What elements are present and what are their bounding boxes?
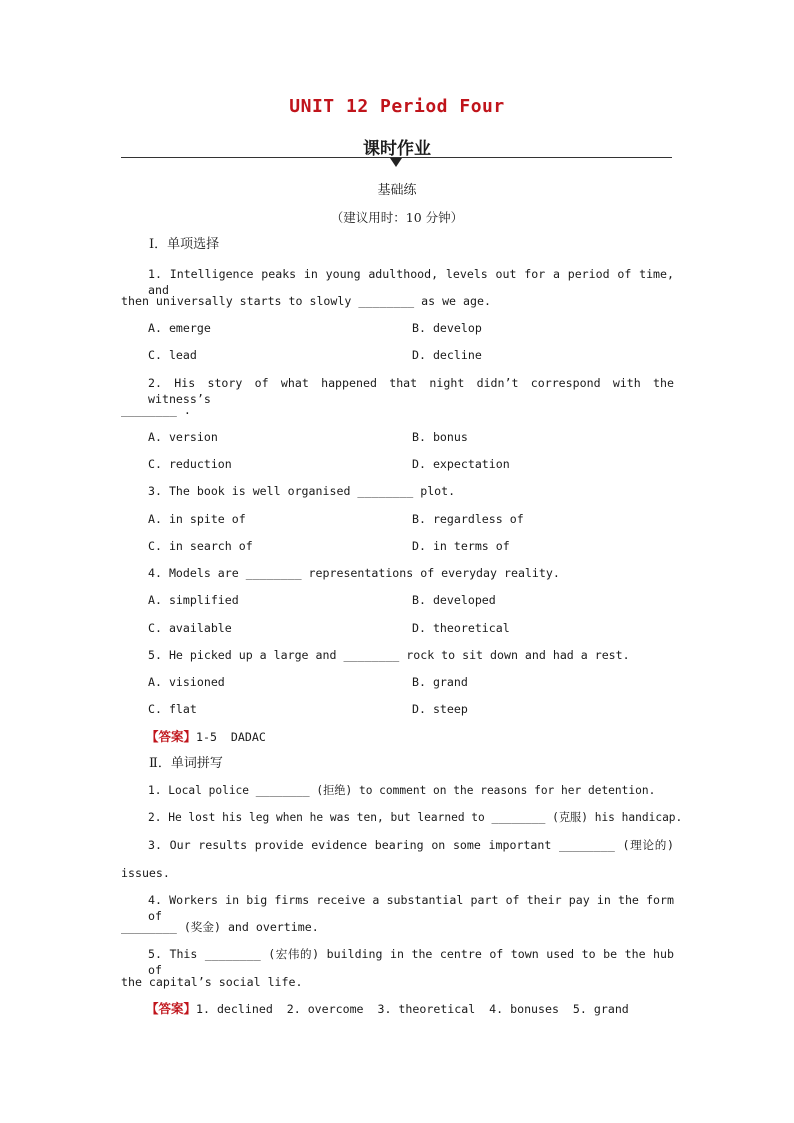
question-1-option-b: B. develop xyxy=(412,321,482,335)
triangle-down-icon xyxy=(390,158,402,167)
question-2-line2: ________ . xyxy=(121,403,191,417)
question-5-option-c: C. flat xyxy=(148,702,197,716)
spelling-1: 1. Local police ________ (拒绝) to comment on the reasons for her detention. xyxy=(148,784,656,797)
part1-answer xyxy=(146,729,266,745)
page-subtitle: 课时作业 xyxy=(363,139,431,159)
part2-answer xyxy=(146,1001,629,1017)
question-1-option-a: A. emerge xyxy=(148,321,211,335)
spelling-2: 2. He lost his leg when he was ten, but learned to ________ (克服) his handicap. xyxy=(148,811,683,824)
question-1-line2: then universally starts to slowly ________ as we age. xyxy=(121,294,491,308)
section-level: 基础练 xyxy=(377,183,417,198)
question-1-option-c: C. lead xyxy=(148,348,197,362)
answer-text: 1-5 DADAC xyxy=(196,730,266,744)
spelling-5-line1: 5. This ________ (宏伟的) building in the centre of town used to be the hub of xyxy=(148,947,674,977)
question-1-option-d: D. decline xyxy=(412,348,482,362)
part2-heading: Ⅱ．单词拼写 xyxy=(149,756,223,771)
question-3-line1: 3. The book is well organised ________ plot. xyxy=(148,484,456,498)
question-5-option-d: D. steep xyxy=(412,702,468,716)
question-3-option-d: D. in terms of xyxy=(412,539,510,553)
question-3-option-b: B. regardless of xyxy=(412,512,524,526)
spelling-3-line2: issues. xyxy=(121,866,170,880)
section-time: （建议用时：10 分钟） xyxy=(330,210,464,225)
question-2-option-c: C. reduction xyxy=(148,457,232,471)
question-2-option-b: B. bonus xyxy=(412,430,468,444)
spelling-3-line1: 3. Our results provide evidence bearing on some important ________ (理论的) xyxy=(148,838,674,852)
spelling-5-line2: the capital’s social life. xyxy=(121,975,303,989)
question-4-option-b: B. developed xyxy=(412,593,496,607)
spelling-4-line2: ________ (奖金) and overtime. xyxy=(121,920,319,934)
answer-text: 1. declined 2. overcome 3. theoretical 4. bonuses 5. grand xyxy=(196,1002,629,1016)
question-5-line1: 5. He picked up a large and ________ rock to sit down and had a rest. xyxy=(148,648,630,662)
question-2-line1: 2. His story of what happened that night didn’t correspond with the witness’s xyxy=(148,376,674,406)
question-2-option-d: D. expectation xyxy=(412,457,510,471)
question-3-option-a: A. in spite of xyxy=(148,512,246,526)
question-1-line1: 1. Intelligence peaks in young adulthood, levels out for a period of time, and xyxy=(148,267,674,297)
spelling-4-line1: 4. Workers in big firms receive a substantial part of their pay in the form of xyxy=(148,893,674,923)
question-4-line1: 4. Models are ________ representations of everyday reality. xyxy=(148,566,560,580)
answer-tag: 【答案】 xyxy=(146,729,197,744)
part1-heading: Ⅰ．单项选择 xyxy=(149,237,220,252)
question-4-option-a: A. simplified xyxy=(148,593,239,607)
question-5-option-b: B. grand xyxy=(412,675,468,689)
question-5-option-a: A. visioned xyxy=(148,675,225,689)
answer-tag: 【答案】 xyxy=(146,1001,197,1016)
question-4-option-c: C. available xyxy=(148,621,232,635)
question-2-option-a: A. version xyxy=(148,430,218,444)
page-title: UNIT 12 Period Four xyxy=(289,96,505,117)
question-4-option-d: D. theoretical xyxy=(412,621,510,635)
question-3-option-c: C. in search of xyxy=(148,539,253,553)
